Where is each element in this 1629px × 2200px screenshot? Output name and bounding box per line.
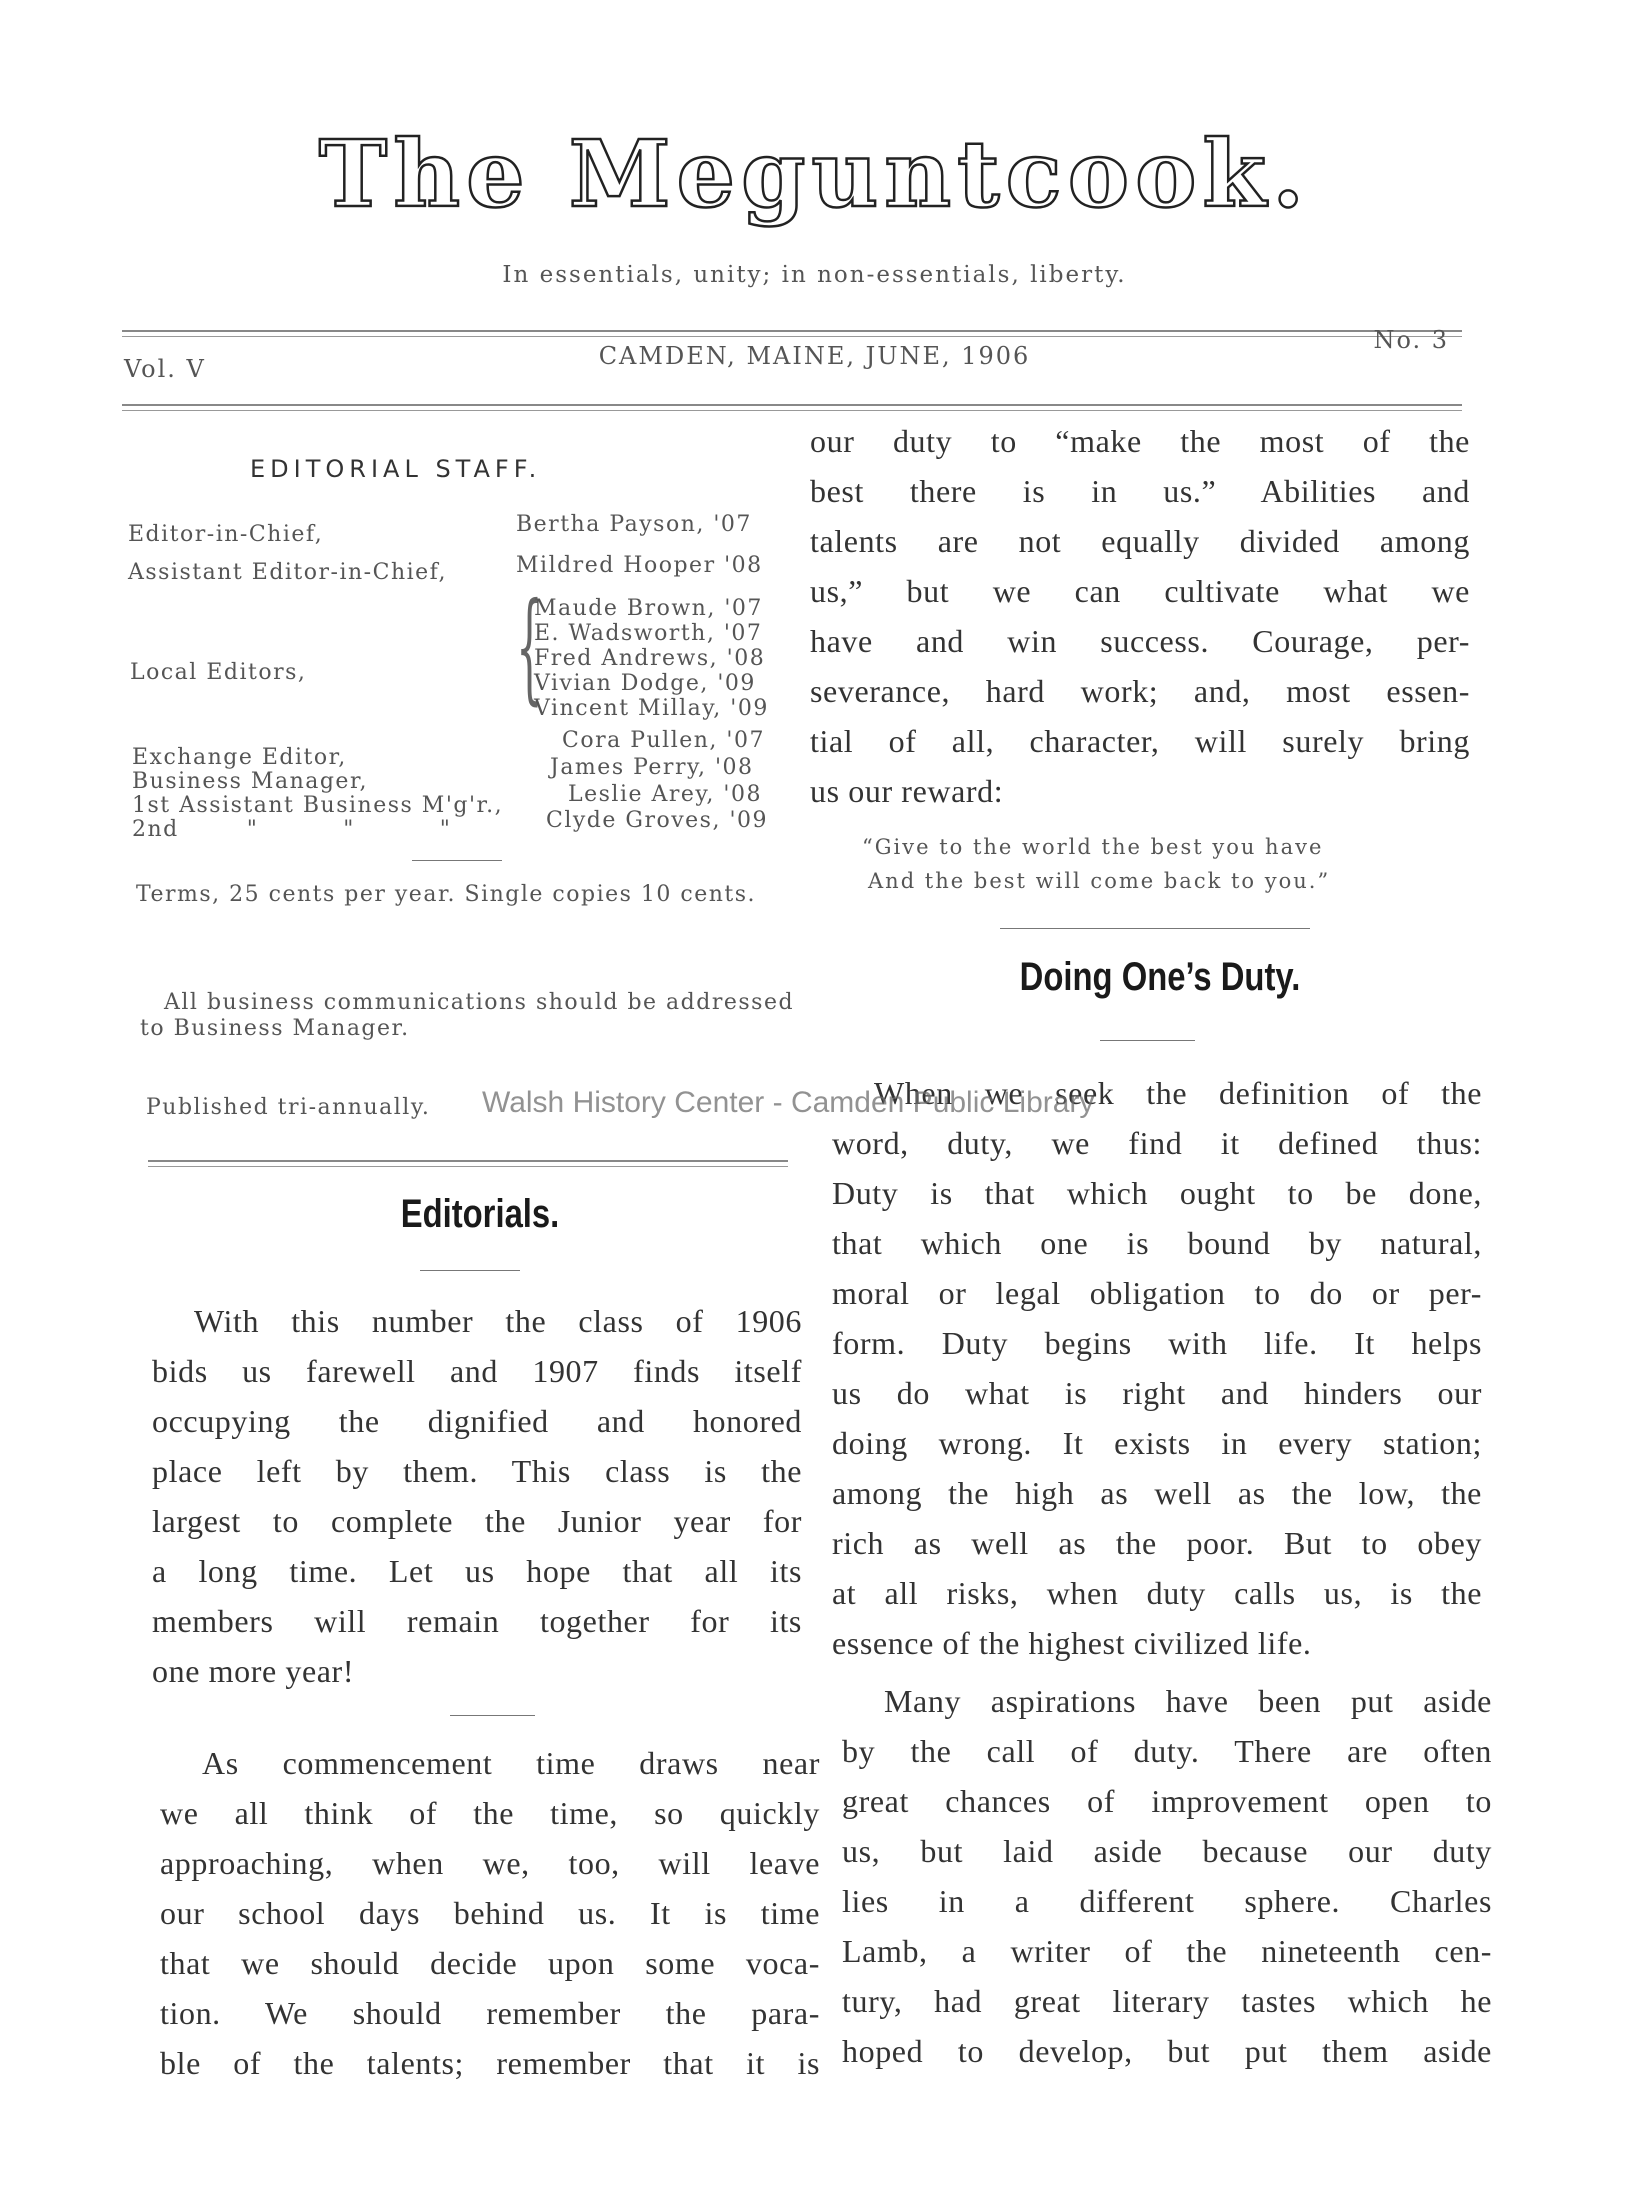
text-line: severance, hard work; and, most essen-: [810, 673, 1470, 709]
text-line: talents are not equally divided among: [810, 523, 1470, 559]
text-line: essence of the highest civilized life.: [832, 1625, 1312, 1661]
text-line: Lamb, a writer of the nineteenth cen-: [842, 1933, 1492, 1969]
top-rule-inner: [122, 336, 1462, 337]
issue-date: CAMDEN, MAINE, JUNE, 1906: [598, 342, 1031, 370]
staff-role: 2nd " " ": [132, 817, 452, 842]
text-line: our duty to “make the most of the: [810, 423, 1470, 459]
quote-line-1: “Give to the world the best you have: [862, 835, 1324, 859]
right-column-intro: [810, 416, 1470, 816]
text-line: by the call of duty. There are often: [842, 1733, 1492, 1769]
local-editors-label: Local Editors,: [130, 660, 307, 685]
volume-label: Vol. V: [124, 355, 206, 383]
text-line: ble of the talents; remember that it is: [160, 2045, 820, 2081]
text-line: one more year!: [152, 1653, 355, 1689]
watermark: Walsh History Center - Camden Public Library: [482, 1086, 1095, 1119]
local-editor-name: Maude Brown, '07: [534, 596, 763, 621]
local-editor-name: E. Wadsworth, '07: [534, 621, 763, 646]
top-rule: [122, 330, 1462, 332]
issue-rule-inner: [122, 410, 1462, 411]
text-line: a long time. Let us hope that all its: [152, 1553, 802, 1589]
text-line: moral or legal obligation to do or per-: [832, 1275, 1482, 1311]
published-note: Published tri-annually.: [146, 1095, 431, 1120]
editorials-paragraph-2: [160, 1738, 820, 2088]
text-line: at all risks, when duty calls us, is the: [832, 1575, 1482, 1611]
duty-paragraph-2: [842, 1676, 1492, 2076]
text-line: approaching, when we, too, will leave: [160, 1845, 820, 1881]
text-line: form. Duty begins with life. It helps: [832, 1325, 1482, 1361]
editorials-mid-divider: [450, 1715, 535, 1716]
text-line: Many aspirations have been put aside: [884, 1683, 1492, 1719]
text-line: that we should decide upon some voca-: [160, 1945, 820, 1981]
issue-rule: [122, 404, 1462, 406]
staff-role: Assistant Editor-in-Chief,: [128, 560, 448, 585]
text-line: have and win success. Courage, per-: [810, 623, 1470, 659]
local-editor-name: Fred Andrews, '08: [534, 646, 766, 671]
local-editor-name: Vincent Millay, '09: [534, 696, 769, 721]
text-line: hoped to develop, but put them aside: [842, 2033, 1492, 2069]
text-line: us, but laid aside because our duty: [842, 1833, 1492, 1869]
staff-role: Editor-in-Chief,: [128, 522, 324, 547]
text-line: us our reward:: [810, 773, 1004, 809]
text-line: tial of all, character, will surely bring: [810, 723, 1470, 759]
text-line: best there is in us.” Abilities and: [810, 473, 1470, 509]
text-line: As commencement time draws near: [202, 1745, 820, 1781]
quote-line-2: And the best will come back to you.”: [868, 869, 1331, 893]
left-divider-inner: [148, 1166, 788, 1167]
text-line: occupying the dignified and honored: [152, 1403, 802, 1439]
local-editor-name: Vivian Dodge, '09: [534, 671, 756, 696]
editorials-paragraph-1: [152, 1296, 802, 1696]
text-line: place left by them. This class is the: [152, 1453, 802, 1489]
terms-text: Terms, 25 cents per year. Single copies 10 cents.: [136, 882, 757, 907]
staff-role: 1st Assistant Business M'g'r.,: [132, 793, 504, 818]
business-note: All business communications should be addressed to Business Manager.: [140, 990, 795, 1041]
staff-name: Cora Pullen, '07: [562, 728, 765, 753]
text-line: largest to complete the Junior year for: [152, 1503, 802, 1539]
text-line: tion. We should remember the para-: [160, 1995, 820, 2031]
text-line: among the high as well as the low, the: [832, 1475, 1482, 1511]
text-line: our school days behind us. It is time: [160, 1895, 820, 1931]
text-line: we all think of the time, so quickly: [160, 1795, 820, 1831]
duty-heading: Doing One’s Duty.: [1019, 955, 1301, 999]
staff-title: EDITORIAL STAFF.: [250, 455, 542, 483]
text-line: tury, had great literary tastes which he: [842, 1983, 1492, 2019]
text-line: word, duty, we find it defined thus:: [832, 1125, 1482, 1161]
text-line: rich as well as the poor. But to obey: [832, 1525, 1482, 1561]
editorials-heading: Editorials.: [400, 1192, 560, 1236]
masthead-title: The Meguntcook.: [318, 120, 1311, 228]
text-line: bids us farewell and 1907 finds itself: [152, 1353, 802, 1389]
text-line: great chances of improvement open to: [842, 1783, 1492, 1819]
duty-divider: [1100, 1040, 1195, 1041]
text-line: Duty is that which ought to be done,: [832, 1175, 1482, 1211]
text-line: When we seek the definition of the: [874, 1075, 1482, 1111]
text-line: doing wrong. It exists in every station;: [832, 1425, 1482, 1461]
staff-name: Bertha Payson, '07: [516, 512, 752, 537]
staff-role: Business Manager,: [132, 769, 369, 794]
text-line: us,” but we can cultivate what we: [810, 573, 1470, 609]
duty-paragraph-1: [832, 1068, 1482, 1668]
left-divider: [148, 1160, 788, 1162]
editorials-divider: [420, 1270, 520, 1271]
text-line: members will remain together for its: [152, 1603, 802, 1639]
issue-number: No. 3: [1373, 326, 1449, 354]
staff-name: Mildred Hooper '08: [516, 553, 763, 578]
text-line: lies in a different sphere. Charles: [842, 1883, 1492, 1919]
quote-divider: [1000, 928, 1310, 929]
text-line: us do what is right and hinders our: [832, 1375, 1482, 1411]
text-line: With this number the class of 1906: [194, 1303, 802, 1339]
text-line: that which one is bound by natural,: [832, 1225, 1482, 1261]
staff-divider: [412, 860, 502, 861]
brace: {: [516, 578, 543, 717]
staff-name: Leslie Arey, '08: [568, 782, 762, 807]
motto: In essentials, unity; in non-essentials, liberty.: [502, 262, 1127, 288]
staff-name: James Perry, '08: [550, 755, 754, 780]
staff-role: Exchange Editor,: [132, 745, 347, 770]
staff-name: Clyde Groves, '09: [546, 808, 768, 833]
